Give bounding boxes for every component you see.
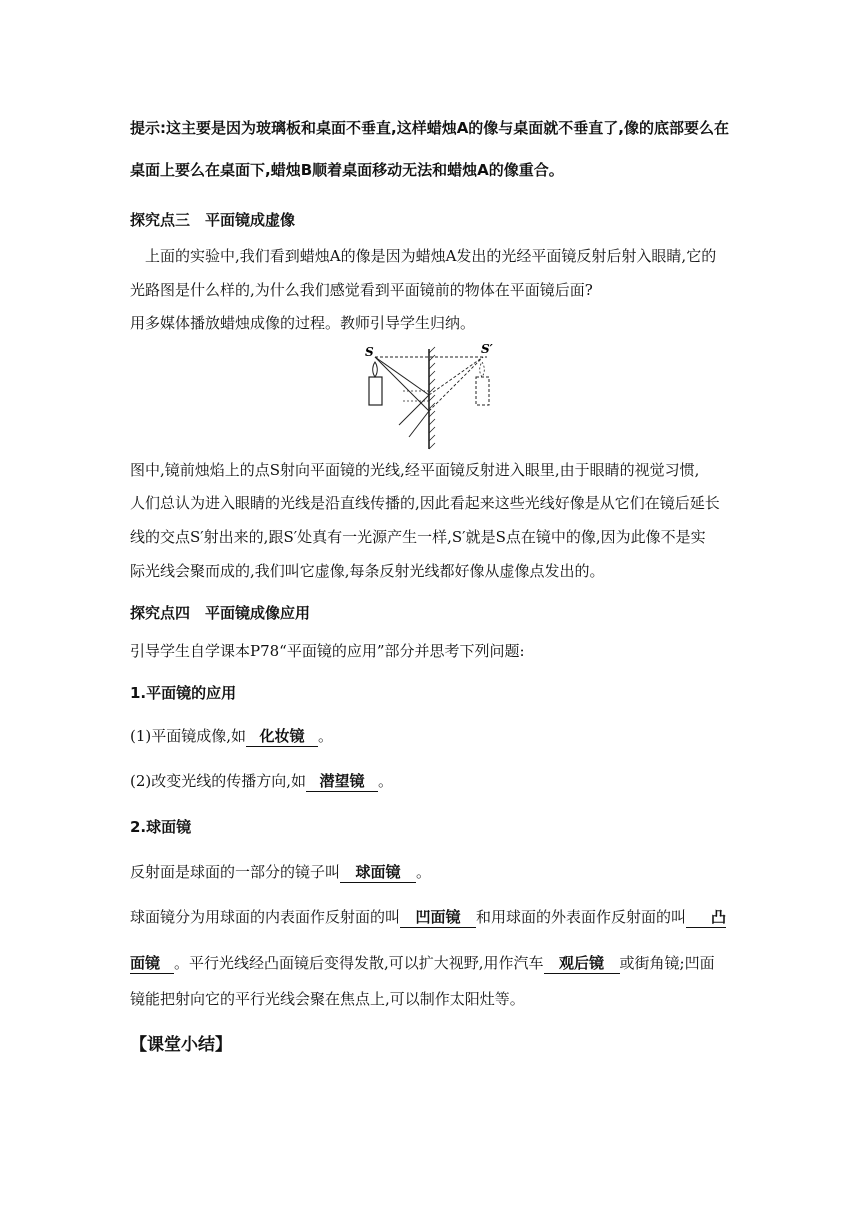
section3-para3-line3: 线的交点S′射出来的,跟S′处真有一光源产生一样,S′就是S点在镜中的像,因为此像不是实 [130,528,706,546]
concave-answer: 凹面镜 [400,907,476,928]
mirror-ray-diagram [355,341,515,453]
section4-sub1-title: 1.平面镜的应用 [130,684,237,702]
convex-answer-part2: 面镜 [130,953,174,974]
classification-line [130,907,726,928]
definition-line [130,862,431,883]
section3-para1-line1: 上面的实验中,我们看到蜡烛A的像是因为蜡烛A发出的光经平面镜反射后射入眼睛,它的 [130,247,717,265]
section3-para3-line1: 图中,镜前烛焰上的点S射向平面镜的光线,经平面镜反射进入眼里,由于眼睛的视觉习惯, [130,461,700,479]
section3-para2: 用多媒体播放蜡烛成像的过程。教师引导学生归纳。 [130,314,476,332]
classification-prefix: 球面镜分为用球面的内表面作反射面的叫 [130,908,401,926]
section3-para3-line2: 人们总认为进入眼睛的光线是沿直线传播的,因此看起来这些光线好像是从它们在镜后延长 [130,494,720,512]
classification-mid: 和用球面的外表面作反射面的叫 [476,908,687,926]
section3-para1-line2: 光路图是什么样的,为什么我们感觉看到平面镜前的物体在平面镜后面? [130,281,593,299]
convex-answer-part1: 凸 [686,907,726,928]
hint-line-2: 桌面上要么在桌面下,蜡烛B顺着桌面移动无法和蜡烛A的像重合。 [130,161,564,179]
section4-heading: 探究点四 平面镜成像应用 [130,604,311,622]
usage-mid: 。平行光线经凸面镜后变得发散,可以扩大视野,用作汽车 [174,954,544,972]
item2-suffix: 。 [378,772,394,790]
item1-prefix: (1)平面镜成像,如 [130,727,247,745]
section3-para3-line4: 际光线会聚而成的,我们叫它虚像,每条反射光线都好像从虚像点发出的。 [130,562,605,580]
section4-intro: 引导学生自学课本P78“平面镜的应用”部分并思考下列问题: [130,642,525,660]
last-line: 镜能把射向它的平行光线会聚在焦点上,可以制作太阳灶等。 [130,990,525,1008]
label-s: S [365,345,374,359]
definition-answer: 球面镜 [340,862,416,883]
item1-answer: 化妆镜 [246,726,318,747]
section4-sub2-title: 2.球面镜 [130,818,192,836]
usage-suffix: 或街角镜;凹面 [619,954,715,972]
item2-line [130,771,393,792]
hint-line-1: 提示:这主要是因为玻璃板和桌面不垂直,这样蜡烛A的像与桌面就不垂直了,像的底部要么在 [130,119,730,137]
item2-prefix: (2)改变光线的传播方向,如 [130,772,307,790]
item1-line [130,726,333,747]
usage-line [130,953,715,974]
label-s-prime: S′ [481,342,493,356]
item1-suffix: 。 [318,727,334,745]
definition-prefix: 反射面是球面的一部分的镜子叫 [130,863,341,881]
item2-answer: 潜望镜 [306,771,378,792]
rearview-answer: 观后镜 [544,953,620,974]
section3-heading: 探究点三 平面镜成虚像 [130,211,296,229]
summary-heading: 【课堂小结】 [130,1035,232,1055]
definition-suffix: 。 [416,863,432,881]
